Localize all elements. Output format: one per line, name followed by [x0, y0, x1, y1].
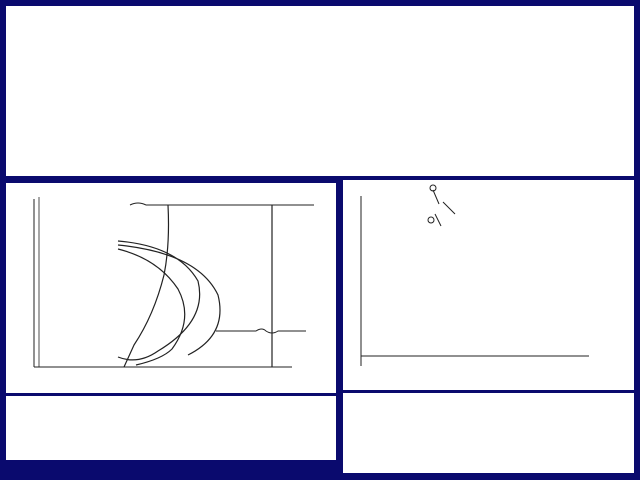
- text-panel: [6, 6, 634, 176]
- left-caption-panel: [6, 396, 336, 460]
- right-caption-panel: [343, 393, 634, 473]
- right-figure: [343, 180, 634, 390]
- atmosphere-composition-chart: [6, 183, 336, 393]
- seasonal-ozone-chart: [343, 180, 634, 390]
- left-figure: [6, 183, 336, 393]
